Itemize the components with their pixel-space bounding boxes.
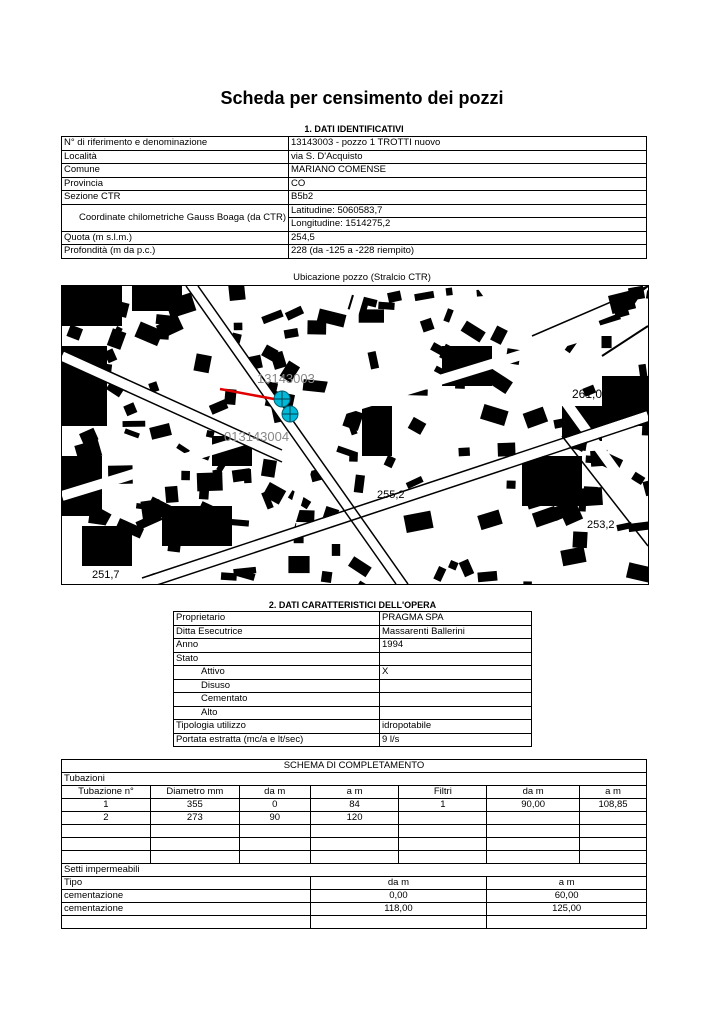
setti-da (310, 916, 487, 929)
table-cell: 90 (239, 812, 310, 825)
building-block (523, 581, 532, 584)
table-cell: 84 (310, 799, 399, 812)
characteristics-table (173, 611, 532, 747)
table-cell (487, 812, 580, 825)
characteristic-label: Alto (174, 706, 380, 720)
characteristic-row (174, 625, 532, 639)
table-cell: 0 (239, 799, 310, 812)
table-cell (310, 851, 399, 864)
table-cell: 2 (62, 812, 151, 825)
characteristic-label: Anno (174, 639, 380, 653)
table-cell (62, 851, 151, 864)
table-cell (150, 851, 239, 864)
table-cell (150, 838, 239, 851)
map-elevation-1: 261,0 (572, 387, 603, 401)
table-cell (239, 838, 310, 851)
characteristic-row (174, 733, 532, 747)
table-cell: 355 (150, 799, 239, 812)
building-block (82, 526, 132, 566)
building-block (332, 544, 340, 556)
characteristic-value: PRAGMA SPA (380, 612, 532, 626)
id-row (62, 191, 647, 205)
building-block (522, 456, 582, 506)
depth-label: Profondità (m da p.c.) (62, 245, 289, 259)
table-cell (399, 812, 487, 825)
building-block (458, 447, 470, 456)
column-header: da m (487, 786, 580, 799)
section1-heading: 1. DATI IDENTIFICATIVI (304, 124, 404, 134)
setti-a: 60,00 (487, 890, 647, 903)
setti-tipo (62, 916, 311, 929)
well-marker-2 (282, 406, 298, 422)
column-header: Tubazione n° (62, 786, 151, 799)
id-value: CO (289, 177, 647, 191)
building-block (362, 406, 392, 456)
characteristic-row (174, 639, 532, 653)
table-cell (399, 851, 487, 864)
latitude-value: Latitudine: 5060583,7 (289, 204, 647, 218)
quota-row (62, 231, 647, 245)
table-row (62, 838, 647, 851)
table-cell: 90,00 (487, 799, 580, 812)
table-cell: 120 (310, 812, 399, 825)
building-block (580, 487, 603, 506)
id-label: Località (62, 150, 289, 164)
characteristic-row (174, 652, 532, 666)
setti-a (487, 916, 647, 929)
building-block (602, 336, 612, 348)
table-cell (580, 825, 647, 838)
characteristic-row (174, 706, 532, 720)
characteristic-value: X (380, 666, 532, 680)
building-block (307, 320, 326, 334)
building-block (162, 506, 232, 546)
coord-row (62, 204, 647, 218)
id-label: Provincia (62, 177, 289, 191)
characteristic-row (174, 666, 532, 680)
characteristic-value: Massarenti Ballerini (380, 625, 532, 639)
building-block (572, 531, 587, 548)
table-row (62, 812, 647, 825)
tubazioni-label-row (62, 773, 647, 786)
id-row (62, 177, 647, 191)
building-block (477, 571, 497, 582)
characteristic-value (380, 652, 532, 666)
schema-heading-row (62, 760, 647, 773)
identification-table (61, 136, 647, 259)
characteristic-row (174, 679, 532, 693)
tubazioni-header-row (62, 786, 647, 799)
id-label: Comune (62, 164, 289, 178)
characteristic-label: Tipologia utilizzo (174, 720, 380, 734)
characteristic-label: Portata estratta (mc/a e lt/sec) (174, 733, 380, 747)
building-block (234, 323, 243, 331)
table-cell: 1 (62, 799, 151, 812)
characteristic-value: 1994 (380, 639, 532, 653)
characteristic-label: Ditta Esecutrice (174, 625, 380, 639)
schema-heading: SCHEMA DI COMPLETAMENTO (62, 760, 647, 773)
building-block (288, 556, 309, 573)
depth-row (62, 245, 647, 259)
longitude-value: Longitudine: 1514275,2 (289, 218, 647, 232)
characteristic-row (174, 612, 532, 626)
table-cell (239, 825, 310, 838)
depth-value: 228 (da -125 a -228 riempito) (289, 245, 647, 259)
column-header: a m (580, 786, 647, 799)
setti-row (62, 903, 647, 916)
table-row (62, 851, 647, 864)
id-row (62, 150, 647, 164)
column-header: Filtri (399, 786, 487, 799)
ctr-map (61, 285, 649, 585)
id-label: N° di riferimento e denominazione (62, 137, 289, 151)
characteristic-label: Stato (174, 652, 380, 666)
well-marker-1 (274, 391, 290, 407)
table-cell (580, 851, 647, 864)
table-row (62, 799, 647, 812)
building-block (221, 572, 237, 581)
building-block (232, 468, 251, 482)
map-elevation-3: 253,2 (587, 519, 615, 531)
setti-row (62, 916, 647, 929)
map-elevation-2: 255,2 (377, 489, 405, 501)
characteristic-label: Cementato (174, 693, 380, 707)
quota-value: 254,5 (289, 231, 647, 245)
setti-da: 118,00 (310, 903, 487, 916)
characteristic-label: Disuso (174, 679, 380, 693)
table-cell (62, 825, 151, 838)
characteristic-value: 9 l/s (380, 733, 532, 747)
setti-da: da m (310, 877, 487, 890)
table-cell (580, 812, 647, 825)
coord-label: Coordinate chilometriche Gauss Boaga (da CTR) (62, 204, 289, 231)
characteristic-value: idropotabile (380, 720, 532, 734)
setti-row (62, 890, 647, 903)
characteristic-value (380, 679, 532, 693)
table-cell (310, 825, 399, 838)
building-block (62, 286, 122, 326)
id-value: MARIANO COMENSE (289, 164, 647, 178)
characteristic-row (174, 693, 532, 707)
table-cell (399, 838, 487, 851)
column-header: da m (239, 786, 310, 799)
table-cell (487, 851, 580, 864)
building-block (261, 459, 277, 478)
table-cell (580, 838, 647, 851)
table-row (62, 825, 647, 838)
building-block (132, 286, 182, 311)
characteristic-label: Attivo (174, 666, 380, 680)
table-cell (62, 838, 151, 851)
id-value: B5b2 (289, 191, 647, 205)
setti-da: 0,00 (310, 890, 487, 903)
id-row (62, 137, 647, 151)
building-block (378, 302, 395, 310)
characteristic-row (174, 720, 532, 734)
characteristic-value (380, 693, 532, 707)
id-label: Sezione CTR (62, 191, 289, 205)
table-cell (487, 825, 580, 838)
setti-a: a m (487, 877, 647, 890)
building-block (321, 571, 333, 583)
id-value: via S. D'Acquisto (289, 150, 647, 164)
map-well-code-2: 013143004 (224, 429, 290, 444)
setti-label: Setti impermeabili (62, 864, 647, 877)
table-cell (239, 851, 310, 864)
setti-label-row (62, 864, 647, 877)
setti-tipo: cementazione (62, 903, 311, 916)
setti-tipo: Tipo (62, 877, 311, 890)
building-block (446, 287, 453, 295)
building-block (197, 472, 223, 491)
column-header: Diametro mm (150, 786, 239, 799)
setti-tipo: cementazione (62, 890, 311, 903)
building-block (506, 480, 515, 488)
characteristic-value (380, 706, 532, 720)
table-cell (399, 825, 487, 838)
building-block (193, 353, 211, 373)
table-cell (487, 838, 580, 851)
table-cell (310, 838, 399, 851)
page-title: Scheda per censimento dei pozzi (220, 88, 504, 108)
completion-schema-table (61, 759, 647, 929)
quota-label: Quota (m s.l.m.) (62, 231, 289, 245)
setti-a: 125,00 (487, 903, 647, 916)
section2-heading: 2. DATI CARATTERISTICI DELL'OPERA (268, 600, 437, 610)
map-drawing (62, 286, 648, 584)
id-row (62, 164, 647, 178)
building-block (228, 286, 245, 301)
tubazioni-label: Tubazioni (62, 773, 647, 786)
table-cell: 108,85 (580, 799, 647, 812)
map-well-code-1: 13143003 (257, 371, 315, 386)
building-block (123, 421, 146, 427)
table-cell: 1 (399, 799, 487, 812)
setti-header-row (62, 877, 647, 890)
table-cell: 273 (150, 812, 239, 825)
table-cell (150, 825, 239, 838)
map-caption: Ubicazione pozzo (Stralcio CTR) (293, 272, 431, 283)
building-block (181, 471, 190, 480)
characteristic-label: Proprietario (174, 612, 380, 626)
building-block (165, 486, 179, 503)
map-elevation-4: 251,7 (92, 569, 120, 581)
id-value: 13143003 - pozzo 1 TROTTI nuovo (289, 137, 647, 151)
column-header: a m (310, 786, 399, 799)
